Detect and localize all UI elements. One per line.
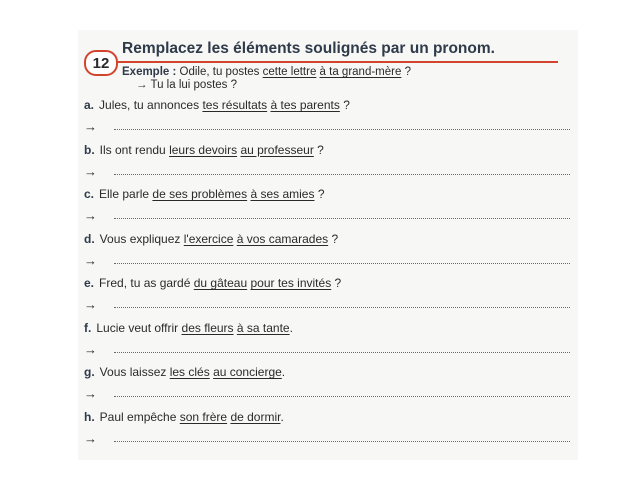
exercise-item [84,409,570,448]
question-text-pre: Lucie veut offrir [96,320,179,335]
underlined-element-2: à sa tante [236,320,290,335]
question-text-pre: Vous expliquez [99,231,181,246]
exercise-item [84,364,570,403]
arrow-icon: → [84,208,97,223]
question-letter: a. [84,98,95,112]
answer-line[interactable] [84,254,570,270]
question-text-pre: Jules, tu annonces [99,98,200,112]
example-block [122,66,411,92]
question-sentence [84,320,570,336]
underlined-element-1: les clés [169,365,210,379]
underlined-element-2: à ses amies [250,187,315,201]
arrow-icon: → [84,430,97,446]
answer-line[interactable] [84,387,570,403]
question-text-pre: Ils ont rendu [99,142,166,157]
arrow-icon: → [84,252,97,268]
answer-line[interactable] [84,298,570,314]
underlined-element-1: du gâteau [193,276,248,290]
underlined-element-2: à vos camarades [236,231,329,246]
underlined-element-1: l'exercice [183,231,234,246]
exercise-item [84,231,570,270]
question-sentence [84,275,570,291]
answer-line[interactable] [84,165,570,181]
dotted-answer-field[interactable] [114,441,570,442]
question-text-pre: Elle parle [99,187,150,201]
exercise-title: Remplacez les éléments soulignés par un pronom. [122,40,495,57]
answer-line[interactable] [84,432,570,448]
underlined-element-2: à tes parents [270,98,340,112]
question-letter: h. [84,409,95,424]
answer-line[interactable] [84,343,570,359]
dotted-answer-field[interactable] [114,129,570,130]
question-text-pre: Vous laissez [99,365,167,379]
underlined-element-2: au professeur [240,142,314,157]
dotted-answer-field[interactable] [114,396,570,397]
underlined-element-1: leurs devoirs [169,142,238,157]
question-letter: d. [84,231,95,246]
dotted-answer-field[interactable] [114,307,570,308]
dotted-answer-field[interactable] [114,352,570,353]
arrow-icon: → [84,297,97,312]
question-sentence [84,409,570,425]
arrow-icon: → [84,119,97,134]
question-punctuation: . [281,365,286,379]
underlined-element-1: tes résultats [202,98,268,112]
exercise-item [84,142,570,181]
underlined-element-1: de ses problèmes [152,187,248,201]
exercise-number-badge: 12 [84,50,118,76]
arrow-icon: → [84,341,97,357]
question-punctuation: ? [317,142,324,157]
question-letter: f. [84,320,92,335]
underlined-element-1: son frère [179,409,228,424]
question-sentence [84,142,570,158]
answer-line[interactable] [84,120,570,136]
example-text-pre: Odile, tu postes [179,66,260,78]
question-punctuation: . [280,409,284,424]
question-text-pre: Fred, tu as gardé [99,276,191,290]
question-letter: c. [84,187,95,201]
question-text-pre: Paul empêche [99,409,177,424]
question-punctuation: ? [331,231,339,246]
exercise-item [84,97,570,136]
underlined-element-2: au concierge [213,365,282,379]
exercise-item [84,186,570,225]
question-punctuation: . [289,320,293,335]
example-label: Exemple : [122,66,177,78]
question-sentence [84,97,570,113]
exercise-item [84,320,570,359]
question-letter: b. [84,142,95,157]
underlined-element-2: de dormir [230,409,281,424]
example-punctuation: ? [404,66,411,78]
example-underlined-1: cette lettre [262,66,317,78]
question-sentence [84,231,570,247]
example-underlined-2: à ta grand-mère [319,66,402,78]
question-punctuation: ? [334,276,342,290]
example-answer: → Tu la lui postes ? [136,79,237,91]
question-letter: e. [84,276,95,290]
dotted-answer-field[interactable] [114,174,570,175]
underlined-element-2: pour tes invités [250,276,332,290]
question-sentence [84,364,570,380]
question-punctuation: ? [317,187,325,201]
exercise-header [84,36,564,96]
title-underline [118,61,558,63]
question-letter: g. [84,365,95,379]
dotted-answer-field[interactable] [114,218,570,219]
underlined-element-1: des fleurs [181,320,234,335]
arrow-icon: → [84,163,97,179]
question-punctuation: ? [343,98,350,112]
exercise-item [84,275,570,314]
dotted-answer-field[interactable] [114,263,570,264]
arrow-icon: → [84,386,97,401]
answer-line[interactable] [84,209,570,225]
question-sentence [84,186,570,202]
